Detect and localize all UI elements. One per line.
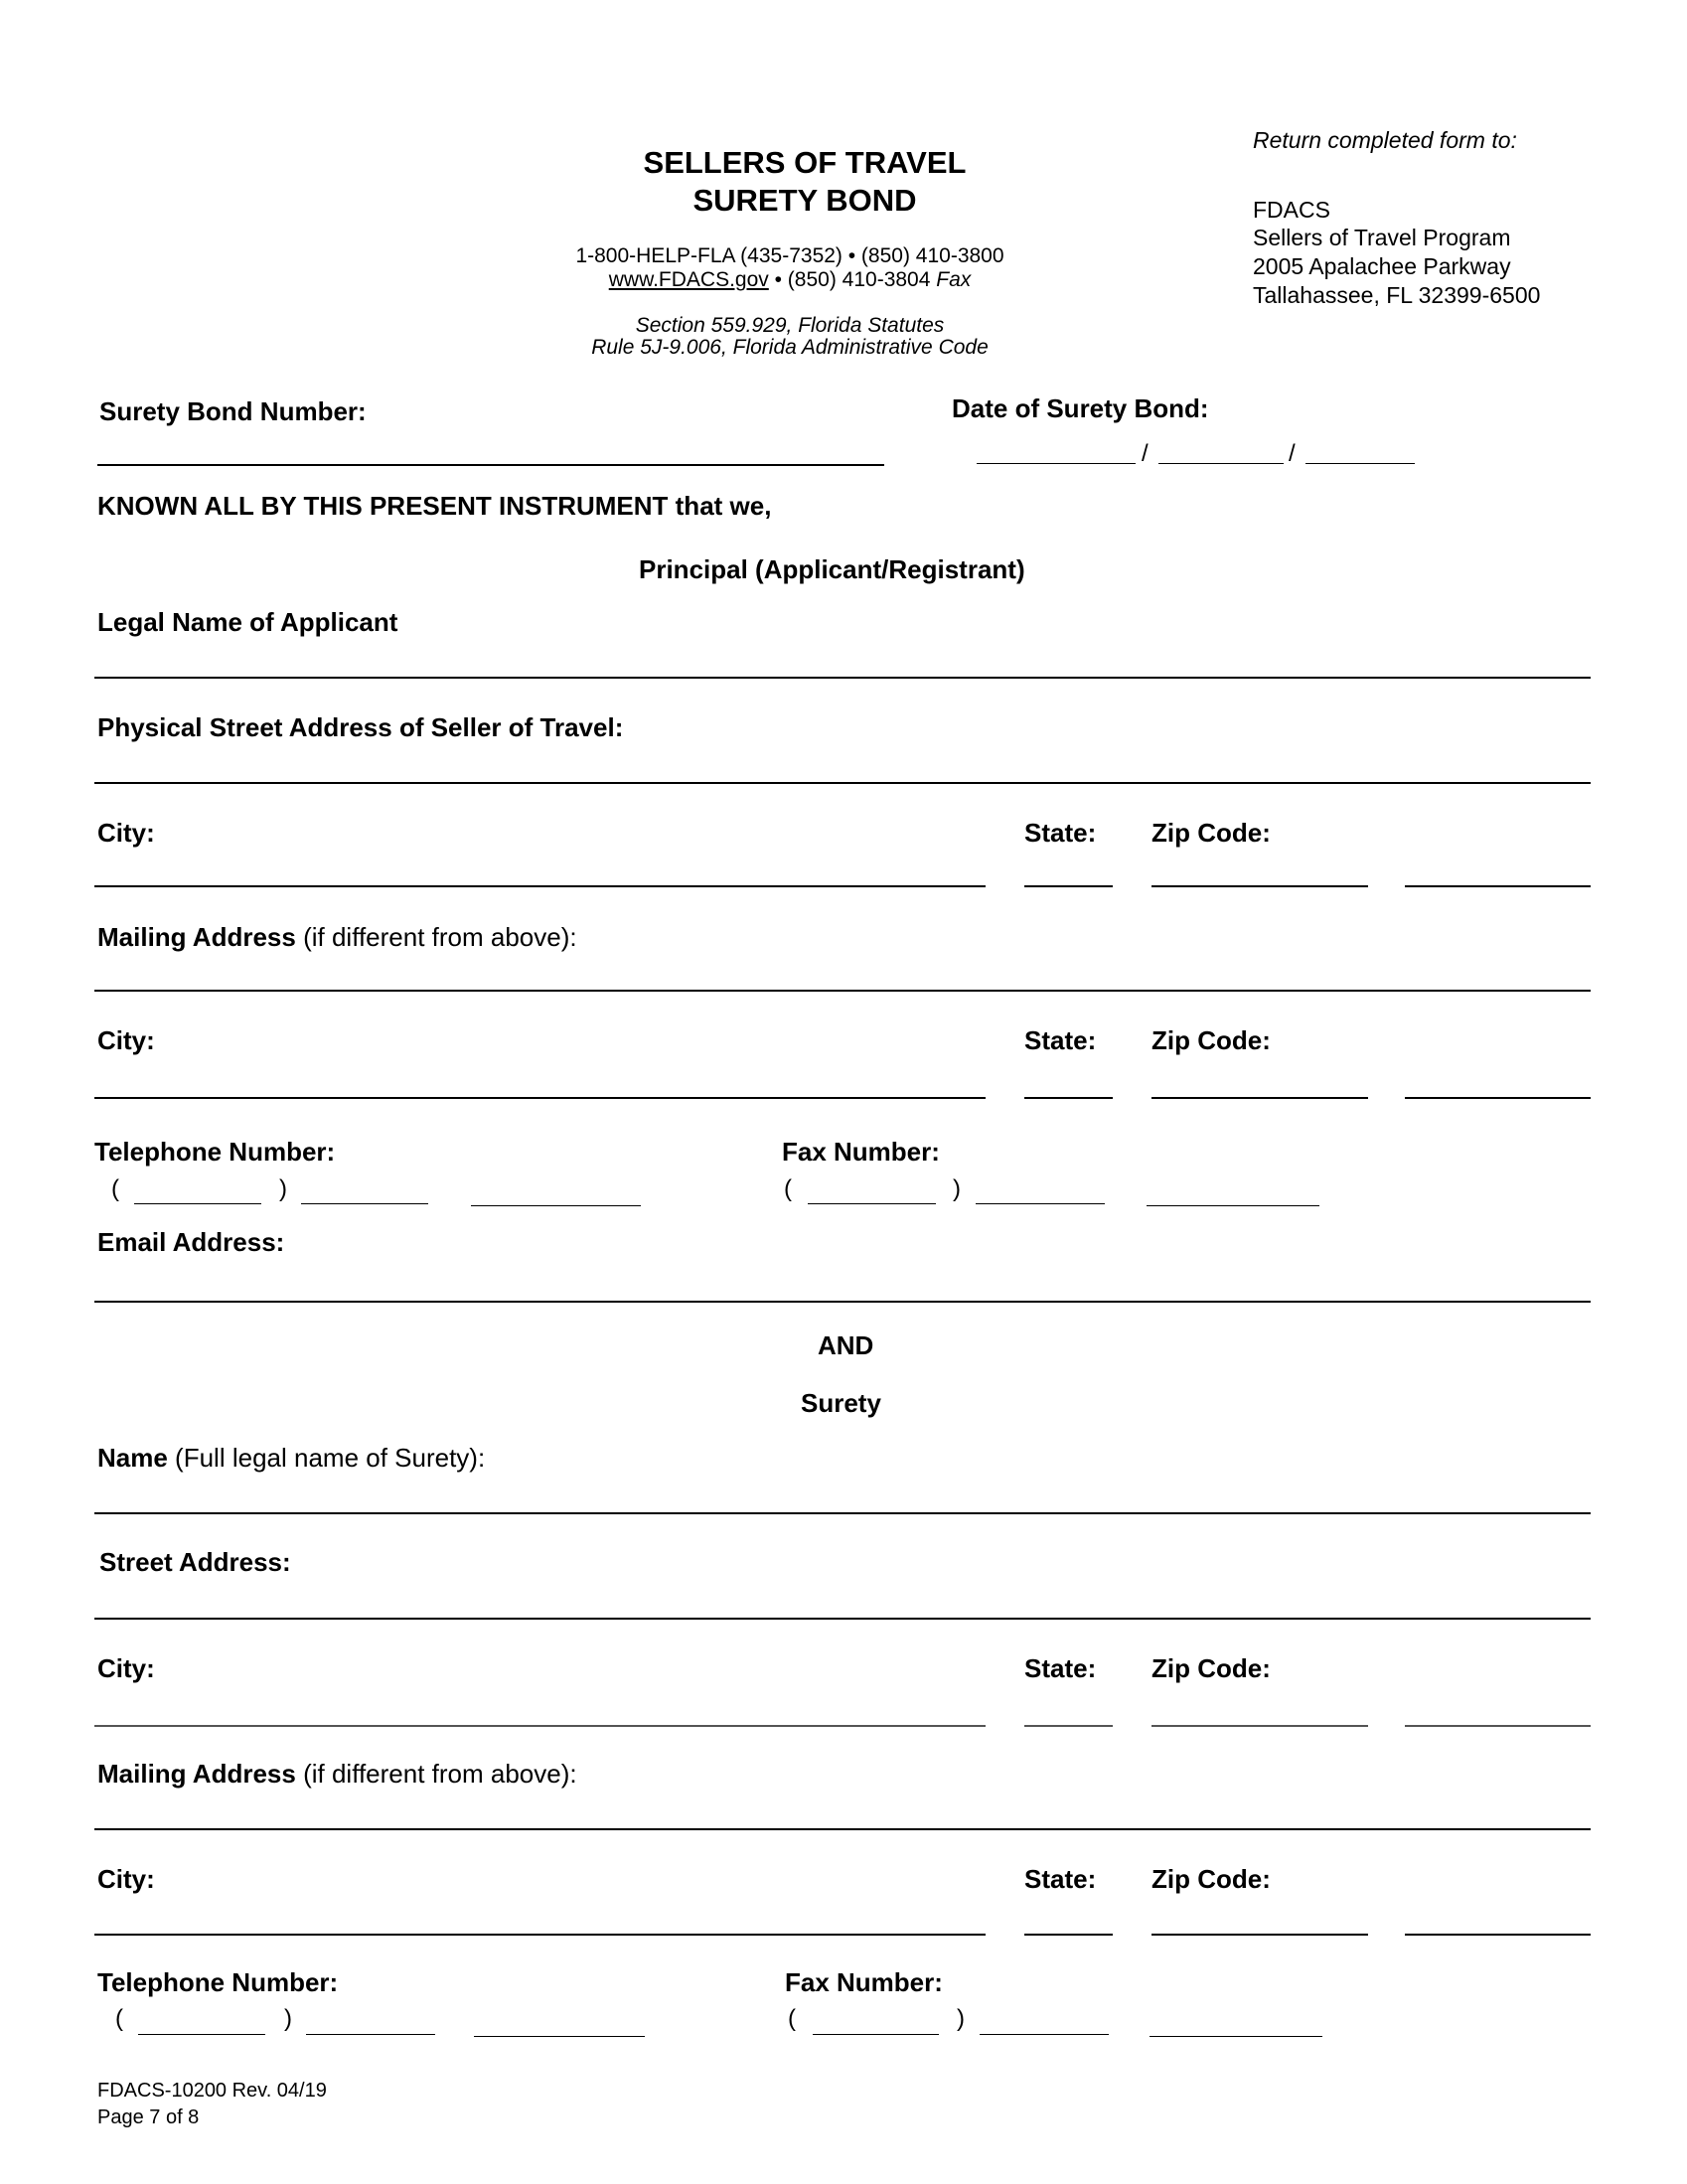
surety-fax-label: Fax Number: bbox=[785, 1967, 943, 1997]
principal-zip2-ext-field[interactable] bbox=[1405, 1097, 1591, 1099]
principal-state-field[interactable] bbox=[1024, 885, 1113, 887]
and-separator: AND bbox=[818, 1330, 874, 1360]
fax-close-paren: ) bbox=[953, 1175, 961, 1202]
return-city-state-zip: Tallahassee, FL 32399-6500 bbox=[1253, 282, 1541, 308]
return-org: FDACS bbox=[1253, 197, 1330, 223]
phone-open-paren: ( bbox=[115, 2005, 123, 2032]
surety-name-label-text: Name bbox=[97, 1443, 168, 1473]
principal-fax-label: Fax Number: bbox=[782, 1137, 940, 1167]
form-title-line2: SURETY BOND bbox=[692, 183, 917, 218]
rule-line: Rule 5J-9.006, Florida Administrative Code bbox=[591, 336, 989, 359]
surety-mailing-note: (if different from above): bbox=[295, 1759, 577, 1789]
surety-street-field[interactable] bbox=[94, 1618, 1591, 1620]
fax-open-paren: ( bbox=[788, 2005, 796, 2032]
surety-fax-area-field[interactable] bbox=[813, 2034, 939, 2035]
surety-zip-label: Zip Code: bbox=[1151, 1653, 1271, 1683]
principal-mailing-label bbox=[97, 922, 577, 953]
physical-address-field[interactable] bbox=[94, 782, 1591, 784]
legal-name-label: Legal Name of Applicant bbox=[97, 607, 398, 637]
surety-zip-ext-field[interactable] bbox=[1405, 1725, 1591, 1727]
principal-city2-field[interactable] bbox=[94, 1097, 986, 1099]
surety-state-field[interactable] bbox=[1024, 1725, 1113, 1727]
phone-line: 1-800-HELP-FLA (435-7352) • (850) 410-3800 bbox=[575, 244, 1004, 267]
surety-heading: Surety bbox=[801, 1388, 881, 1418]
legal-name-field[interactable] bbox=[94, 677, 1591, 679]
principal-fax-area-field[interactable] bbox=[808, 1203, 936, 1204]
return-label: Return completed form to: bbox=[1253, 127, 1517, 153]
surety-zip2-field[interactable] bbox=[1151, 1934, 1368, 1936]
surety-zip2-label: Zip Code: bbox=[1151, 1864, 1271, 1894]
surety-state-label: State: bbox=[1024, 1653, 1097, 1683]
surety-bond-date-label: Date of Surety Bond: bbox=[952, 393, 1209, 423]
surety-mailing-label bbox=[97, 1759, 577, 1790]
mailing-label-text: Mailing Address bbox=[97, 922, 296, 952]
fax-word: Fax bbox=[936, 268, 972, 291]
principal-zip-label: Zip Code: bbox=[1151, 818, 1271, 848]
principal-state2-field[interactable] bbox=[1024, 1097, 1113, 1099]
surety-state2-field[interactable] bbox=[1024, 1934, 1113, 1936]
fax-close-paren: ) bbox=[957, 2005, 965, 2032]
principal-city2-label: City: bbox=[97, 1025, 155, 1055]
surety-mailing-label-text: Mailing Address bbox=[97, 1759, 296, 1789]
principal-phone-line-field[interactable] bbox=[471, 1205, 641, 1206]
surety-city-field[interactable] bbox=[94, 1725, 986, 1727]
mailing-note: (if different from above): bbox=[295, 922, 577, 952]
principal-city-label: City: bbox=[97, 818, 155, 848]
surety-bond-number-field[interactable] bbox=[97, 464, 884, 466]
surety-city2-label: City: bbox=[97, 1864, 155, 1894]
surety-telephone-label: Telephone Number: bbox=[97, 1967, 339, 1997]
principal-city-field[interactable] bbox=[94, 885, 986, 887]
website-link[interactable]: www.FDACS.gov bbox=[608, 268, 769, 291]
intro-statement: KNOWN ALL BY THIS PRESENT INSTRUMENT that we, bbox=[97, 491, 772, 521]
principal-fax-line-field[interactable] bbox=[1147, 1205, 1319, 1206]
surety-name-field[interactable] bbox=[94, 1512, 1591, 1514]
surety-phone-line-field[interactable] bbox=[474, 2036, 645, 2037]
principal-state2-label: State: bbox=[1024, 1025, 1097, 1055]
principal-mailing-field[interactable] bbox=[94, 990, 1591, 992]
surety-fax-line-field[interactable] bbox=[1150, 2036, 1322, 2037]
principal-telephone-label: Telephone Number: bbox=[94, 1137, 336, 1167]
phone-close-paren: ) bbox=[284, 2005, 292, 2032]
date-separator: / bbox=[1289, 440, 1296, 467]
return-program: Sellers of Travel Program bbox=[1253, 225, 1511, 250]
principal-zip2-label: Zip Code: bbox=[1151, 1025, 1271, 1055]
surety-name-label bbox=[97, 1443, 485, 1474]
statute-line: Section 559.929, Florida Statutes bbox=[635, 314, 945, 337]
phone-close-paren: ) bbox=[279, 1175, 287, 1202]
date-separator: / bbox=[1142, 440, 1149, 467]
surety-zip-field[interactable] bbox=[1151, 1725, 1368, 1727]
principal-zip-ext-field[interactable] bbox=[1405, 885, 1591, 887]
surety-fax-prefix-field[interactable] bbox=[980, 2034, 1109, 2035]
physical-address-label: Physical Street Address of Seller of Travel: bbox=[97, 712, 624, 742]
surety-zip2-ext-field[interactable] bbox=[1405, 1934, 1591, 1936]
surety-name-note: (Full legal name of Surety): bbox=[167, 1443, 486, 1473]
bond-date-day-field[interactable] bbox=[1158, 463, 1284, 464]
surety-state2-label: State: bbox=[1024, 1864, 1097, 1894]
fax-number-text: • (850) 410-3804 bbox=[768, 268, 937, 291]
web-fax-line bbox=[492, 268, 1088, 292]
surety-phone-prefix-field[interactable] bbox=[306, 2034, 435, 2035]
principal-phone-area-field[interactable] bbox=[134, 1203, 261, 1204]
principal-email-field[interactable] bbox=[94, 1301, 1591, 1303]
principal-heading: Principal (Applicant/Registrant) bbox=[639, 554, 1025, 584]
principal-zip-field[interactable] bbox=[1151, 885, 1368, 887]
surety-mailing-field[interactable] bbox=[94, 1828, 1591, 1830]
return-street: 2005 Apalachee Parkway bbox=[1253, 253, 1511, 279]
principal-state-label: State: bbox=[1024, 818, 1097, 848]
surety-city-label: City: bbox=[97, 1653, 155, 1683]
bond-date-year-field[interactable] bbox=[1305, 463, 1415, 464]
surety-bond-number-label: Surety Bond Number: bbox=[99, 396, 367, 426]
form-title-line1: SELLERS OF TRAVEL bbox=[643, 145, 967, 180]
phone-open-paren: ( bbox=[111, 1175, 119, 1202]
form-id: FDACS-10200 Rev. 04/19 bbox=[97, 2080, 327, 2102]
surety-phone-area-field[interactable] bbox=[138, 2034, 265, 2035]
surety-city2-field[interactable] bbox=[94, 1934, 986, 1936]
page-number: Page 7 of 8 bbox=[97, 2106, 200, 2128]
surety-street-label: Street Address: bbox=[99, 1547, 291, 1577]
principal-email-label: Email Address: bbox=[97, 1227, 285, 1257]
bond-date-month-field[interactable] bbox=[977, 463, 1136, 464]
principal-phone-prefix-field[interactable] bbox=[301, 1203, 428, 1204]
fax-open-paren: ( bbox=[784, 1175, 792, 1202]
principal-zip2-field[interactable] bbox=[1151, 1097, 1368, 1099]
principal-fax-prefix-field[interactable] bbox=[976, 1203, 1105, 1204]
